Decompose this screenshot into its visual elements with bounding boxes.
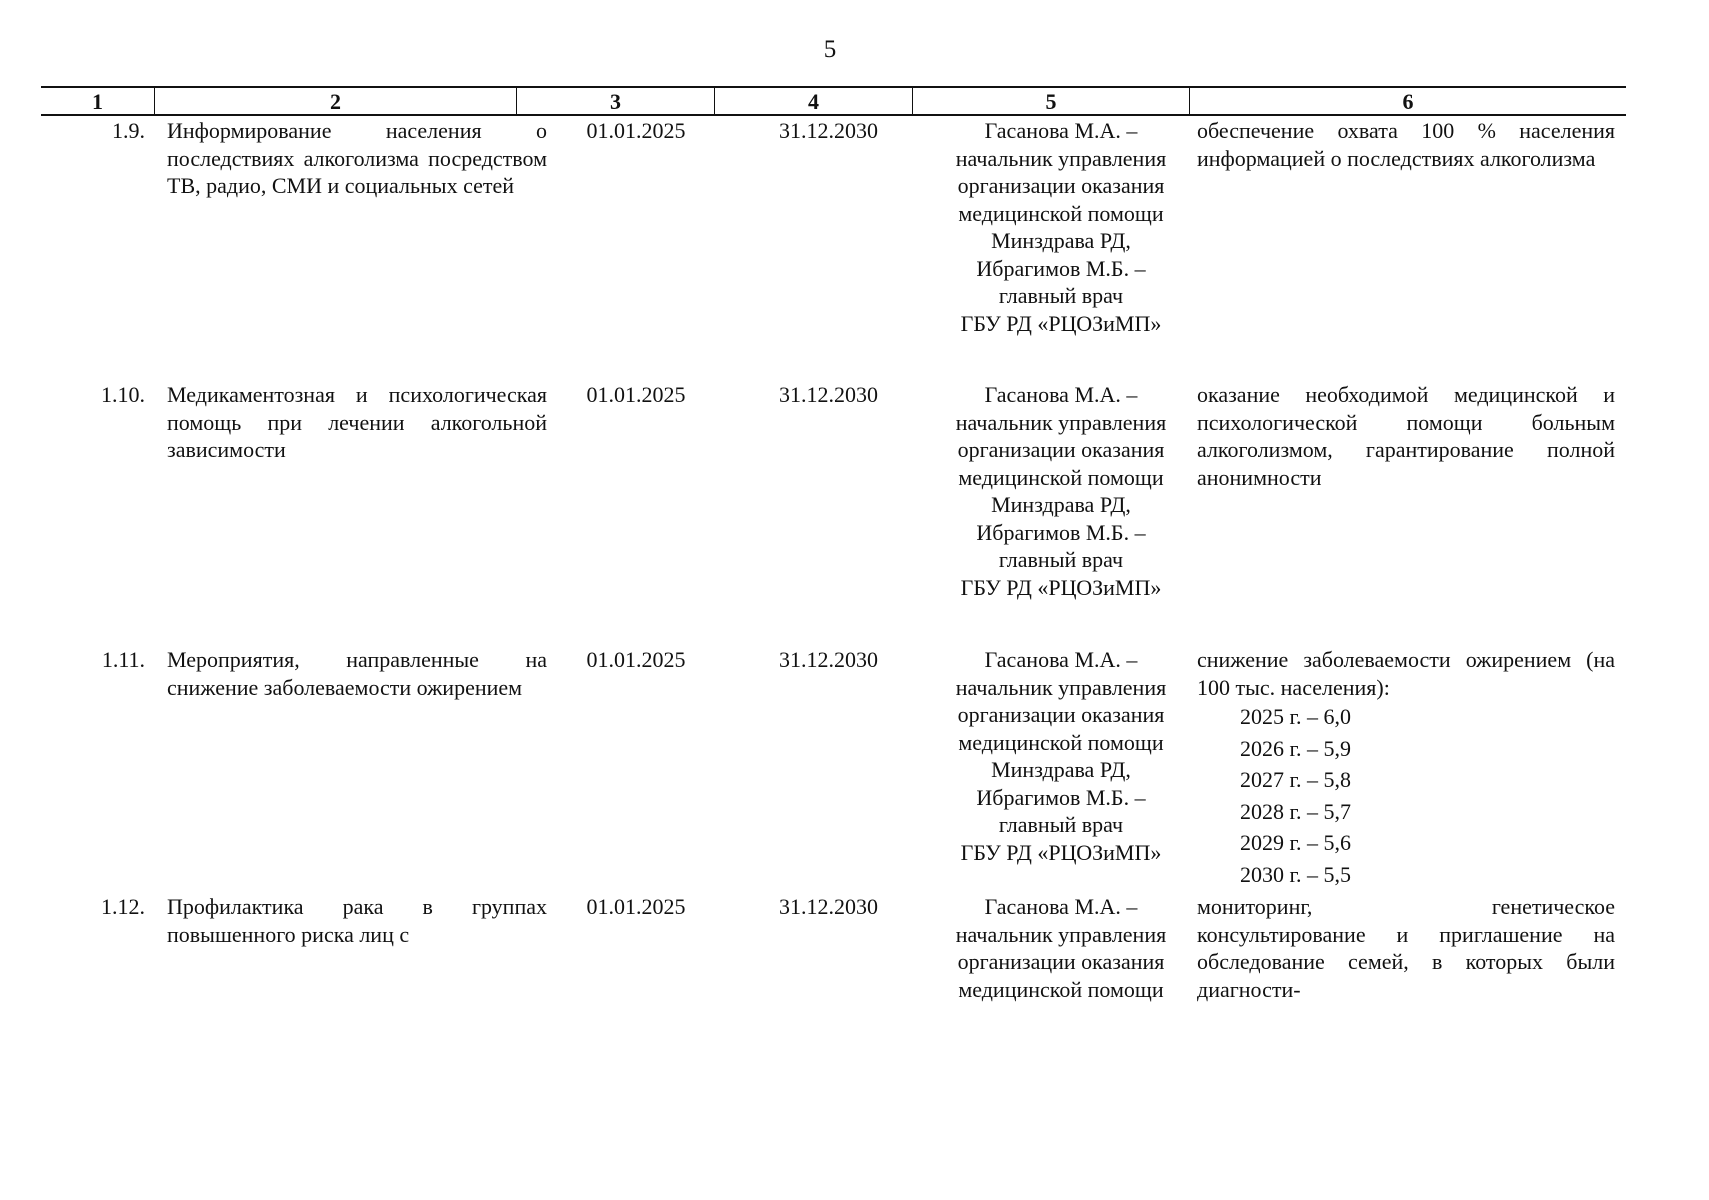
measure-name: Профилактика рака в группах повышенного риска лиц с xyxy=(167,894,547,947)
measure-name: Медикаментозная и психологическая помощь при лечении алкогольной зависимости xyxy=(167,382,547,462)
row-number: 1.12. xyxy=(101,894,145,919)
start-date: 01.01.2025 xyxy=(586,647,686,672)
header-col-5: 5 xyxy=(912,88,1189,114)
start-date: 01.01.2025 xyxy=(586,894,686,919)
start-date: 01.01.2025 xyxy=(586,382,686,407)
end-date: 31.12.2030 xyxy=(779,382,878,407)
start-date: 01.01.2025 xyxy=(586,118,686,143)
measure-name: Информирование населения о последствиях алкоголизма посредством ТВ, радио, СМИ и социальных сетей xyxy=(167,118,547,198)
expected-result: оказание необходимой медицинской и психологической помощи больным алкоголизмом, гарантирование полной анонимности xyxy=(1197,382,1615,490)
result-year-value: 2030 г. – 5,5 xyxy=(1240,861,1352,887)
end-date: 31.12.2030 xyxy=(779,647,878,672)
row-number: 1.10. xyxy=(101,382,145,407)
responsible-person: Гасанова М.А. – начальник управления организации оказания медицинской помощи xyxy=(955,894,1167,1002)
end-date: 31.12.2030 xyxy=(779,894,878,919)
header-col-3: 3 xyxy=(516,88,714,114)
header-col-2: 2 xyxy=(154,88,516,114)
expected-result: обеспечение охвата 100 % населения информацией о последствиях алкоголизма xyxy=(1197,118,1615,171)
header-col-6: 6 xyxy=(1189,88,1626,114)
responsible-person: Гасанова М.А. – начальник управления организации оказания медицинской помощи Минздрава РД, Ибрагимов М.Б. – главный врач ГБУ РД «РЦОЗиМП» xyxy=(955,118,1167,336)
result-year-value: 2026 г. – 5,9 xyxy=(1240,735,1352,761)
page-number: 5 xyxy=(823,36,837,63)
row-number: 1.11. xyxy=(101,647,145,672)
expected-result: снижение заболеваемости ожирением (на 100 тыс. населения): 2025 г. – 6,0 2026 г. – 5,9 2027 г. – 5,8 2028 г. – 5,7 2029 г. – 5,6 2030 г. – 5,5 xyxy=(1197,646,1615,890)
expected-result: мониторинг, генетическое консультирование и приглашение на обследование семей, в которых были диагности- xyxy=(1197,894,1615,1002)
measure-name: Мероприятия, направленные на снижение заболеваемости ожирением xyxy=(167,647,547,700)
responsible-person: Гасанова М.А. – начальник управления организации оказания медицинской помощи Минздрава РД, Ибрагимов М.Б. – главный врач ГБУ РД «РЦОЗиМП» xyxy=(955,647,1167,865)
result-year-value: 2027 г. – 5,8 xyxy=(1240,767,1352,792)
header-col-1: 1 xyxy=(92,89,103,114)
row-number: 1.9. xyxy=(112,118,145,143)
end-date: 31.12.2030 xyxy=(779,118,878,143)
table-header xyxy=(41,86,1626,116)
result-year-value: 2029 г. – 5,6 xyxy=(1240,830,1352,855)
result-year-value: 2028 г. – 5,7 xyxy=(1240,798,1352,824)
responsible-person: Гасанова М.А. – начальник управления организации оказания медицинской помощи Минздрава РД, Ибрагимов М.Б. – главный врач ГБУ РД «РЦОЗиМП» xyxy=(955,382,1167,600)
header-col-4: 4 xyxy=(714,88,912,114)
result-year-value: 2025 г. – 6,0 xyxy=(1240,704,1352,729)
